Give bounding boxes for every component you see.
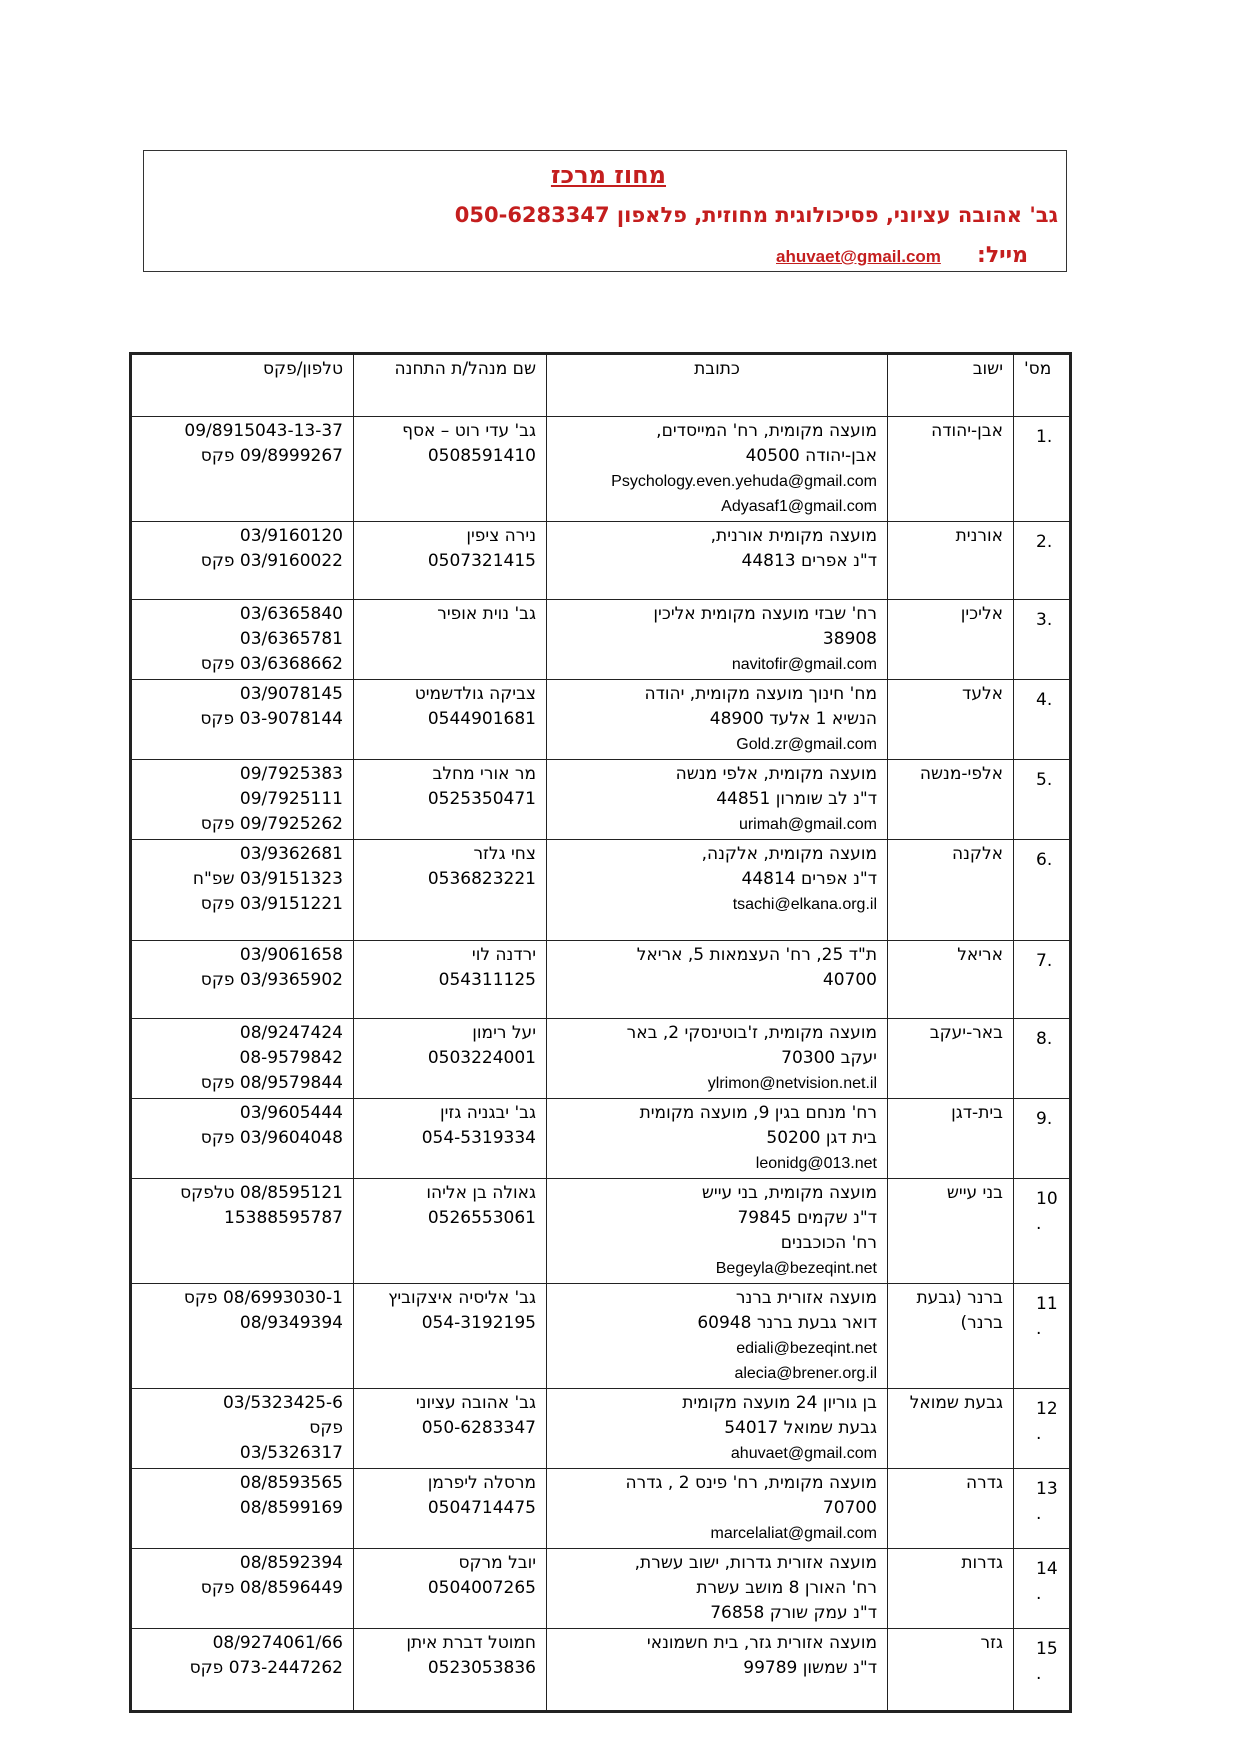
cell-line: 08/8592394 bbox=[239, 1553, 343, 1573]
cell-line: 40700 bbox=[822, 970, 877, 990]
table-row bbox=[131, 1099, 1071, 1179]
row-number: 15. bbox=[1014, 1629, 1071, 1712]
cell-line: גאולה בן אליהו bbox=[426, 1183, 536, 1203]
address-cell bbox=[547, 941, 888, 1019]
phone-cell bbox=[131, 417, 354, 522]
cell-line: 03/9151221 פקס bbox=[200, 894, 343, 914]
email-link[interactable]: Adyasaf1@gmail.com bbox=[721, 498, 877, 515]
cell-line: גב' יבגניה גזין bbox=[440, 1103, 536, 1123]
row-number: 11. bbox=[1014, 1284, 1071, 1389]
cell-line: 03/9604048 פקס bbox=[200, 1128, 343, 1148]
cell-line: רח' הכוכבנים bbox=[780, 1233, 877, 1253]
table-row bbox=[131, 1389, 1071, 1469]
cell-line: מועצה מקומית, ז'בוטינסקי 2, באר bbox=[626, 1023, 877, 1043]
town-cell: גדרה bbox=[888, 1469, 1014, 1549]
cell-line: 03/5323425-6 bbox=[222, 1393, 343, 1413]
district-email-link[interactable]: ahuvaet@gmail.com bbox=[776, 247, 941, 266]
manager-cell bbox=[354, 840, 547, 941]
manager-cell bbox=[354, 1179, 547, 1284]
email-link[interactable]: alecia@brener.org.il bbox=[734, 1365, 877, 1382]
cell-line: מועצה מקומית, רח' פינס 2 , גדרה bbox=[625, 1473, 877, 1493]
address-cell bbox=[547, 1284, 888, 1389]
manager-cell bbox=[354, 760, 547, 840]
address-cell bbox=[547, 680, 888, 760]
cell-line: יעל רימון bbox=[472, 1023, 536, 1043]
cell-line: 08/9579844 פקס bbox=[200, 1073, 343, 1093]
email-link[interactable]: ahuvaet@gmail.com bbox=[730, 1445, 877, 1462]
cell-line: ד"נ עמק שורק 76858 bbox=[710, 1603, 877, 1623]
phone-cell bbox=[131, 1099, 354, 1179]
row-number: 14. bbox=[1014, 1549, 1071, 1629]
cell-line: 03/6365781 bbox=[239, 629, 343, 649]
cell-line: יעקב 70300 bbox=[781, 1048, 877, 1068]
town-cell: גבעת שמואל bbox=[888, 1389, 1014, 1469]
phone-cell bbox=[131, 1019, 354, 1099]
manager-cell bbox=[354, 1099, 547, 1179]
email-link[interactable]: ediali@bezeqint.net bbox=[736, 1340, 877, 1357]
cell-line: מועצה אזורית גזר, בית חשמונאי bbox=[646, 1633, 877, 1653]
cell-line: 054311125 bbox=[438, 970, 536, 990]
cell-line: מועצה אזורית ברנר bbox=[735, 1288, 877, 1308]
manager-cell bbox=[354, 1549, 547, 1629]
table-row bbox=[131, 522, 1071, 600]
email-link[interactable]: Gold.zr@gmail.com bbox=[736, 736, 877, 753]
cell-line: 0536823221 bbox=[427, 869, 536, 889]
email-link[interactable]: marcelaliat@gmail.com bbox=[710, 1525, 877, 1542]
table-row bbox=[131, 840, 1071, 941]
cell-line: חמוטל דברת איתן bbox=[406, 1633, 536, 1653]
district-title: מחוז מרכז bbox=[550, 161, 666, 189]
col-header-town: ישוב bbox=[888, 354, 1014, 417]
cell-line: 0525350471 bbox=[427, 789, 536, 809]
manager-cell bbox=[354, 1019, 547, 1099]
cell-line: 08/9349394 bbox=[239, 1313, 343, 1333]
cell-line: דואר גבעת ברנר 60948 bbox=[697, 1313, 877, 1333]
cell-line: 03/6368662 פקס bbox=[200, 654, 343, 674]
address-cell bbox=[547, 1389, 888, 1469]
cell-line: רח' מנחם בגין 9, מועצה מקומית bbox=[639, 1103, 877, 1123]
cell-line: 03/9061658 bbox=[239, 945, 343, 965]
cell-line: 08/8595121 טלפקס bbox=[180, 1183, 343, 1203]
address-cell bbox=[547, 1019, 888, 1099]
row-number: 5. bbox=[1014, 760, 1071, 840]
cell-line: אבן-יהודה 40500 bbox=[745, 446, 877, 466]
cell-line: 03/9151323 שפ"ח bbox=[192, 869, 343, 889]
cell-line: 03/9160120 bbox=[239, 526, 343, 546]
cell-line: ד"נ אפרים 44813 bbox=[741, 551, 877, 571]
address-cell bbox=[547, 417, 888, 522]
cell-line: ירדנה לוי bbox=[471, 945, 536, 965]
cell-line: 0507321415 bbox=[427, 551, 536, 571]
email-link[interactable]: Begeyla@bezeqint.net bbox=[715, 1260, 877, 1277]
table-row bbox=[131, 1019, 1071, 1099]
address-cell bbox=[547, 1629, 888, 1712]
table-row bbox=[131, 1284, 1071, 1389]
phone-cell bbox=[131, 1389, 354, 1469]
table-row bbox=[131, 1179, 1071, 1284]
phone-cell bbox=[131, 680, 354, 760]
town-cell: אלעד bbox=[888, 680, 1014, 760]
phone-cell bbox=[131, 1469, 354, 1549]
phone-cell bbox=[131, 1284, 354, 1389]
phone-cell bbox=[131, 840, 354, 941]
cell-line: ת"ד 25, רח' העצמאות 5, אריאל bbox=[636, 945, 877, 965]
row-number: 13. bbox=[1014, 1469, 1071, 1549]
cell-line: גב' אליסיה איצקוביץ bbox=[388, 1288, 536, 1308]
address-cell bbox=[547, 840, 888, 941]
cell-line: 03/9362681 bbox=[239, 844, 343, 864]
cell-line: גב' אהובה עציוני bbox=[415, 1393, 536, 1413]
cell-line: 08/8599169 bbox=[239, 1498, 343, 1518]
row-number: 9. bbox=[1014, 1099, 1071, 1179]
table-row bbox=[131, 760, 1071, 840]
cell-line: 08/8596449 פקס bbox=[200, 1578, 343, 1598]
stations-table bbox=[129, 352, 1072, 1713]
col-header-phone: טלפון/פקס bbox=[131, 354, 354, 417]
table-row bbox=[131, 680, 1071, 760]
cell-line: גב' נוית אופיר bbox=[437, 604, 536, 624]
cell-line: ד"נ שמשון 99789 bbox=[743, 1658, 877, 1678]
address-cell bbox=[547, 1099, 888, 1179]
cell-line: מח' חינוך מועצה מקומית, יהודה bbox=[644, 684, 877, 704]
phone-cell bbox=[131, 600, 354, 680]
table-row bbox=[131, 941, 1071, 1019]
town-cell: אריאל bbox=[888, 941, 1014, 1019]
cell-line: 09/8999267 פקס bbox=[200, 446, 343, 466]
cell-line: 08/8593565 bbox=[239, 1473, 343, 1493]
cell-line: 0544901681 bbox=[427, 709, 536, 729]
mail-label: מייל: bbox=[977, 243, 1028, 268]
cell-line: 0508591410 bbox=[427, 446, 536, 466]
cell-line: 03/6365840 bbox=[239, 604, 343, 624]
manager-cell bbox=[354, 600, 547, 680]
town-cell: גדרות bbox=[888, 1549, 1014, 1629]
cell-line: 09/7925262 פקס bbox=[200, 814, 343, 834]
row-number: 3. bbox=[1014, 600, 1071, 680]
manager-cell bbox=[354, 1629, 547, 1712]
table-row bbox=[131, 1549, 1071, 1629]
phone-cell bbox=[131, 760, 354, 840]
town-cell: אלפי-מנשה bbox=[888, 760, 1014, 840]
cell-line: מועצה אזורית גדרות, ישוב עשרת, bbox=[634, 1553, 877, 1573]
col-header-address: כתובת bbox=[547, 354, 888, 417]
row-number: 8. bbox=[1014, 1019, 1071, 1099]
cell-line: 08-9579842 bbox=[239, 1048, 343, 1068]
district-psychologist-contact: גב' אהובה עציוני, פסיכולוגית מחוזית, פלאפון 050-6283347 bbox=[454, 203, 1058, 227]
row-number: 7. bbox=[1014, 941, 1071, 1019]
cell-line: 08/9247424 bbox=[239, 1023, 343, 1043]
cell-line: 03/9605444 bbox=[239, 1103, 343, 1123]
cell-line: 08/9274061/66 bbox=[212, 1633, 343, 1653]
row-number: 2. bbox=[1014, 522, 1071, 600]
cell-line: 03/5326317 bbox=[239, 1443, 343, 1463]
town-cell: גזר bbox=[888, 1629, 1014, 1712]
cell-line: 03/9160022 פקס bbox=[200, 551, 343, 571]
cell-line: מועצה מקומית, אלקנה, bbox=[701, 844, 877, 864]
manager-cell bbox=[354, 1469, 547, 1549]
cell-line: פקס bbox=[309, 1418, 343, 1438]
cell-line: 03/9078145 bbox=[239, 684, 343, 704]
address-cell bbox=[547, 1469, 888, 1549]
manager-cell bbox=[354, 522, 547, 600]
cell-line: גב' עדי רוט – אסף bbox=[402, 421, 536, 441]
row-number: 10. bbox=[1014, 1179, 1071, 1284]
table-row bbox=[131, 1469, 1071, 1549]
row-number: 4. bbox=[1014, 680, 1071, 760]
manager-cell bbox=[354, 417, 547, 522]
cell-line: ד"נ אפרים 44814 bbox=[741, 869, 877, 889]
cell-line: ד"נ לב שומרון 44851 bbox=[716, 789, 877, 809]
phone-cell bbox=[131, 1549, 354, 1629]
town-cell: אבן-יהודה bbox=[888, 417, 1014, 522]
address-cell bbox=[547, 600, 888, 680]
cell-line: הנשיא 1 אלעד 48900 bbox=[709, 709, 877, 729]
phone-cell bbox=[131, 1179, 354, 1284]
address-cell bbox=[547, 522, 888, 600]
cell-line: 15388595787 bbox=[224, 1208, 343, 1228]
cell-line: ד"נ שקמים 79845 bbox=[737, 1208, 877, 1228]
email-link[interactable]: ylrimon@netvision.net.il bbox=[707, 1075, 877, 1092]
cell-line: מועצה מקומית, בני עייש bbox=[701, 1183, 877, 1203]
manager-cell bbox=[354, 680, 547, 760]
cell-line: מרסלה ליפרמן bbox=[427, 1473, 536, 1493]
cell-line: צביקה גולדשמיט bbox=[414, 684, 536, 704]
manager-cell bbox=[354, 1284, 547, 1389]
cell-line: נירה ציפין bbox=[466, 526, 536, 546]
address-cell bbox=[547, 760, 888, 840]
town-cell: בני עייש bbox=[888, 1179, 1014, 1284]
email-link[interactable]: tsachi@elkana.org.il bbox=[732, 896, 877, 913]
col-header-manager: שם מנהל/ת התחנה bbox=[354, 354, 547, 417]
phone-cell bbox=[131, 1629, 354, 1712]
col-header-num: מס' bbox=[1014, 354, 1071, 417]
address-cell bbox=[547, 1179, 888, 1284]
email-link[interactable]: urimah@gmail.com bbox=[738, 816, 877, 833]
cell-line: 70700 bbox=[822, 1498, 877, 1518]
cell-line: רח' האורן 8 מושב עשרת bbox=[696, 1578, 877, 1598]
table-row bbox=[131, 600, 1071, 680]
email-link[interactable]: Psychology.even.yehuda@gmail.com bbox=[611, 473, 877, 490]
town-cell: אליכין bbox=[888, 600, 1014, 680]
cell-line: 09/8915043-13-37 bbox=[184, 421, 343, 441]
cell-line: מועצה מקומית, אלפי מנשה bbox=[675, 764, 877, 784]
cell-line: בן גוריון 24 מועצה מקומית bbox=[682, 1393, 877, 1413]
manager-cell bbox=[354, 1389, 547, 1469]
cell-line: מועצה מקומית אורנית, bbox=[710, 526, 877, 546]
cell-line: 08/6993030-1 פקס bbox=[183, 1288, 343, 1308]
phone-cell bbox=[131, 941, 354, 1019]
row-number: 6. bbox=[1014, 840, 1071, 941]
row-number: 1. bbox=[1014, 417, 1071, 522]
town-cell: באר-יעקב bbox=[888, 1019, 1014, 1099]
cell-line: רח' שבזי מועצה מקומית אליכין bbox=[653, 604, 877, 624]
cell-line: 09/7925383 bbox=[239, 764, 343, 784]
phone-cell bbox=[131, 522, 354, 600]
cell-line: 0503224001 bbox=[427, 1048, 536, 1068]
cell-line: צחי גלזר bbox=[473, 844, 536, 864]
town-cell: ברנר (גבעת ברנר) bbox=[888, 1284, 1014, 1389]
cell-line: 054-5319334 bbox=[421, 1128, 536, 1148]
cell-line: 0504714475 bbox=[427, 1498, 536, 1518]
cell-line: 0526553061 bbox=[427, 1208, 536, 1228]
cell-line: 050-6283347 bbox=[421, 1418, 536, 1438]
district-header-box bbox=[143, 150, 1067, 272]
town-cell: אלקנה bbox=[888, 840, 1014, 941]
cell-line: 073-2447262 פקס bbox=[189, 1658, 343, 1678]
cell-line: 054-3192195 bbox=[421, 1313, 536, 1333]
town-cell: אורנית bbox=[888, 522, 1014, 600]
cell-line: 0523053836 bbox=[427, 1658, 536, 1678]
cell-line: מועצה מקומית, רח' המייסדים, bbox=[656, 421, 877, 441]
email-link[interactable]: leonidg@013.net bbox=[755, 1155, 877, 1172]
manager-cell bbox=[354, 941, 547, 1019]
row-number: 12. bbox=[1014, 1389, 1071, 1469]
cell-line: 0504007265 bbox=[427, 1578, 536, 1598]
cell-line: יובל מרקס bbox=[458, 1553, 536, 1573]
table-row bbox=[131, 417, 1071, 522]
email-link[interactable]: navitofir@gmail.com bbox=[731, 656, 877, 673]
cell-line: 03/9365902 פקס bbox=[200, 970, 343, 990]
cell-line: מר אורי מחלב bbox=[432, 764, 536, 784]
cell-line: גבעת שמואל 54017 bbox=[724, 1418, 877, 1438]
town-cell: בית-דגן bbox=[888, 1099, 1014, 1179]
cell-line: 38908 bbox=[822, 629, 877, 649]
cell-line: בית דגן 50200 bbox=[766, 1128, 877, 1148]
cell-line: 03-9078144 פקס bbox=[200, 709, 343, 729]
table-header-row bbox=[131, 354, 1071, 417]
cell-line: 09/7925111 bbox=[239, 789, 343, 809]
address-cell bbox=[547, 1549, 888, 1629]
table-row bbox=[131, 1629, 1071, 1712]
table-body bbox=[131, 417, 1071, 1712]
